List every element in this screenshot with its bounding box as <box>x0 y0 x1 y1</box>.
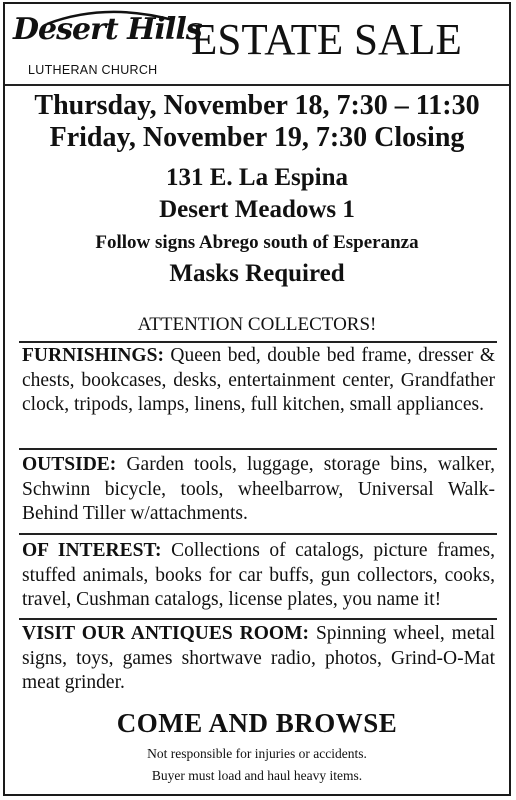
section-text: Spinning wheel, metal signs, toys, games shortwave radio, photos, Grind-O-Mat meat grinder. <box>22 623 495 693</box>
divider <box>19 533 497 535</box>
masks-notice: Masks Required <box>169 260 345 287</box>
address-street: 131 E. La Espina <box>165 164 348 191</box>
section-label: OF INTEREST: <box>22 540 162 561</box>
logo-script: Desert Hills <box>13 12 202 47</box>
attention-heading: ATTENTION COLLECTORS! <box>137 314 377 335</box>
section-furnishings <box>22 344 495 418</box>
section-of-interest <box>22 539 495 613</box>
section-text: Queen bed, double bed frame, dresser & chests, bookcases, desks, entertainment center, Grandfather clock, tripods, lamps, linens, full kitchen, small appliances. <box>22 345 495 415</box>
section-label: FURNISHINGS: <box>22 345 164 366</box>
section-label: OUTSIDE: <box>22 454 117 475</box>
schedule-line-2: Friday, November 19, 7:30 Closing <box>49 122 465 153</box>
section-text: Collections of catalogs, picture frames, stuffed animals, books for car buffs, gun collectors, cooks, travel, Cushman catalogs, license plates, you name it! <box>22 540 496 610</box>
divider <box>19 448 497 450</box>
address-area: Desert Meadows 1 <box>159 196 355 223</box>
directions: Follow signs Abrego south of Esperanza <box>95 232 419 253</box>
ad-header <box>5 4 509 84</box>
disclaimer-line-1: Not responsible for injuries or accidents. <box>147 746 367 761</box>
section-label: VISIT OUR ANTIQUES ROOM: <box>22 623 309 644</box>
section-text: Garden tools, luggage, storage bins, walker, Schwinn bicycle, tools, wheelbarrow, Universal Walk-Behind Tiller w/attachments. <box>22 454 495 524</box>
section-outside <box>22 453 495 527</box>
section-antiques-room <box>22 622 495 696</box>
estate-sale-ad <box>3 2 511 796</box>
divider <box>19 341 497 343</box>
header-divider <box>5 84 509 86</box>
disclaimer-line-2: Buyer must load and haul heavy items. <box>151 768 363 783</box>
page-title: ESTATE SALE <box>191 15 462 64</box>
schedule-line-1: Thursday, November 18, 7:30 – 11:30 <box>34 90 480 121</box>
logo-subtitle: LUTHERAN CHURCH <box>28 63 158 77</box>
divider <box>19 618 497 620</box>
closing-call: COME AND BROWSE <box>116 708 398 738</box>
